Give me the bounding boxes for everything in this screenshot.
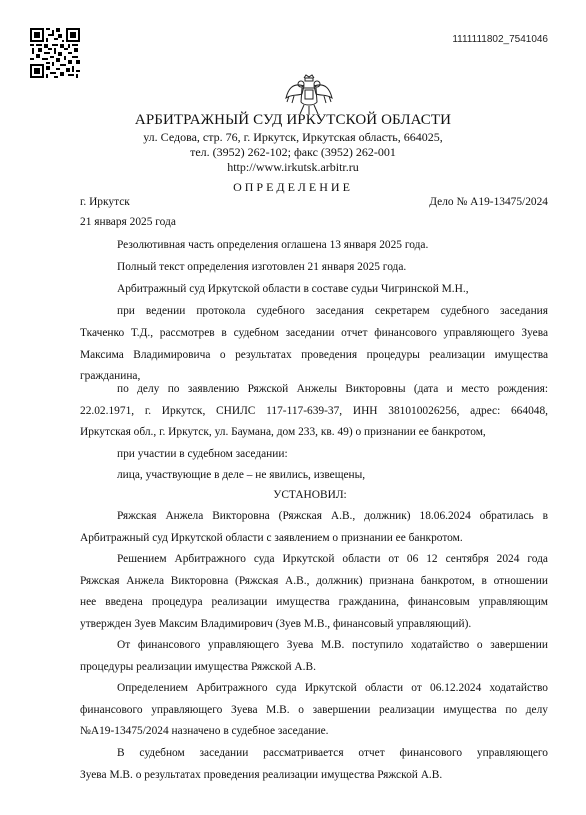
city: г. Иркутск	[80, 196, 130, 208]
paragraph-court-composition: Арбитражный суд Иркутской области в составе судьи Чигринской М.Н.,	[117, 283, 469, 295]
paragraph-ruling-line: №А19-13475/2024 назначено в судебное заседание.	[80, 725, 329, 737]
section-heading-established: УСТАНОВИЛ:	[273, 489, 347, 501]
paragraph-applicant-line: Иркутская обл., г. Иркутск, ул. Баумана, дом 233, кв. 49) о признании ее банкротом,	[80, 426, 486, 438]
paragraph-protocol-line: гражданина,	[80, 370, 141, 382]
paragraph-decision-line: утвержден Зуев Максим Владимирович (Зуев М.В., финансовый управляющий).	[80, 618, 472, 630]
paragraph-protocol-line: при ведении протокола судебного заседания секретарем судебного заседания	[117, 305, 548, 317]
case-number: Дело № А19-13475/2024	[429, 196, 548, 208]
paragraph-ruling-line: Определением Арбитражного суда Иркутской области от 06.12.2024 ходатайство	[117, 682, 548, 694]
paragraph-participants: лица, участвующие в деле – не явились, извещены,	[117, 469, 366, 481]
document-title: ОПРЕДЕЛЕНИЕ	[233, 180, 353, 194]
paragraph-participation: при участии в судебном заседании:	[117, 448, 288, 460]
paragraph-ruling-line: финансового управляющего Зуева М.В. о завершении реализации имущества по делу	[80, 704, 548, 716]
paragraph-applicant-line: по делу по заявлению Ряжской Анжелы Викторовны (дата и место рождения:	[117, 383, 548, 395]
court-website-link[interactable]: http://www.irkutsk.arbitr.ru	[227, 160, 359, 174]
court-phone: тел. (3952) 262-102; факс (3952) 262-001	[190, 145, 396, 159]
paragraph-filing-line: Арбитражный суд Иркутской области с заявлением о признании ее банкротом.	[80, 532, 463, 544]
paragraph-decision-line: нее введена процедура реализации имущества гражданина, финансовым управляющим	[80, 596, 548, 608]
paragraph-filing-line: Ряжская Анжела Викторовна (Ряжская А.В., должник) 18.06.2024 обратилась в	[117, 510, 548, 522]
paragraph-decision-line: Решением Арбитражного суда Иркутской области от 06 12 сентября 2024 года	[117, 553, 548, 565]
paragraph-full-text-date: Полный текст определения изготовлен 21 января 2025 года.	[117, 261, 407, 273]
paragraph-protocol-line: Максима Владимировича о результатах проведения процедуры реализации имущества	[80, 349, 548, 361]
court-address: ул. Седова, стр. 76, г. Иркутск, Иркутская область, 664025,	[143, 130, 443, 144]
paragraph-report-line: Зуева М.В. о результатах проведения реализации имущества Ряжской А.В.	[80, 769, 443, 781]
paragraph-petition-line: От финансового управляющего Зуева М.В. поступило ходатайство о завершении	[117, 639, 548, 651]
paragraph-decision-line: Ряжская Анжела Викторовна (Ряжская А.В., должник) признана банкротом, в отношении	[80, 575, 548, 587]
paragraph-protocol-line: Ткаченко Т.Д., рассмотрев в судебном заседании отчет финансового управляющего Зуева	[80, 327, 548, 339]
court-name: АРБИТРАЖНЫЙ СУД ИРКУТСКОЙ ОБЛАСТИ	[134, 112, 452, 128]
paragraph-applicant-line: 22.02.1971, г. Иркутск, СНИЛС 117-117-639-37, ИНН 381010026256, адрес: 664048,	[80, 405, 548, 417]
coat-of-arms-icon	[284, 72, 334, 116]
paragraph-resolution-date: Резолютивная часть определения оглашена 13 января 2025 года.	[117, 239, 429, 251]
decision-date: 21 января 2025 года	[80, 216, 176, 228]
document-number: 1111111802_7541046	[452, 34, 548, 45]
paragraph-petition-line: процедуры реализации имущества Ряжской А.В.	[80, 661, 316, 673]
paragraph-report-line: В судебном заседании рассматривается отчет финансового управляющего	[117, 747, 548, 759]
qr-code	[30, 28, 80, 78]
